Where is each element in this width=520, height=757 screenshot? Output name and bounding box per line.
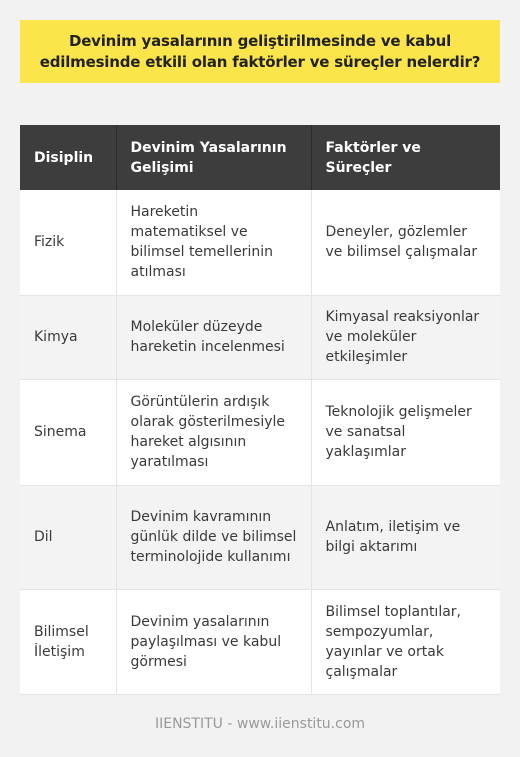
column-header: Devinim Yasalarının Gelişimi: [116, 125, 311, 190]
table-row: [20, 589, 500, 694]
table-cell: Görüntülerin ardışık olarak gösterilmesiyle hareket algısının yaratılması: [116, 379, 311, 485]
table-cell: Teknolojik gelişmeler ve sanatsal yaklaşımlar: [311, 379, 500, 485]
table-cell: Fizik: [20, 190, 116, 295]
table-cell: Kimya: [20, 295, 116, 379]
table-header-row: [20, 125, 500, 190]
table-row: [20, 295, 500, 379]
comparison-table: [20, 125, 500, 695]
table-cell: Sinema: [20, 379, 116, 485]
title-banner: [20, 20, 500, 83]
table-row: [20, 190, 500, 295]
table-cell: Bilimsel toplantılar, sempozyumlar, yayınlar ve ortak çalışmalar: [311, 589, 500, 694]
table-row: [20, 485, 500, 589]
footer-credit: IIENSTITU - www.iienstitu.com: [154, 716, 366, 732]
table-cell: Devinim kavramının günlük dilde ve bilimsel terminolojide kullanımı: [116, 485, 311, 589]
table-cell: Anlatım, iletişim ve bilgi aktarımı: [311, 485, 500, 589]
table-cell: Hareketin matematiksel ve bilimsel temellerinin atılması: [116, 190, 311, 295]
table-cell: Kimyasal reaksiyonlar ve moleküler etkileşimler: [311, 295, 500, 379]
table-cell: Deneyler, gözlemler ve bilimsel çalışmalar: [311, 190, 500, 295]
table-cell: Dil: [20, 485, 116, 589]
page-title: Devinim yasalarının geliştirilmesinde ve kabul edilmesinde etkili olan faktörler ve süreçler nelerdir?: [39, 31, 481, 71]
column-header: Disiplin: [20, 125, 116, 190]
column-header: Faktörler ve Süreçler: [311, 125, 500, 190]
table-row: [20, 379, 500, 485]
table-cell: Devinim yasalarının paylaşılması ve kabul görmesi: [116, 589, 311, 694]
table-cell: Bilimsel İletişim: [20, 589, 116, 694]
table-cell: Moleküler düzeyde hareketin incelenmesi: [116, 295, 311, 379]
